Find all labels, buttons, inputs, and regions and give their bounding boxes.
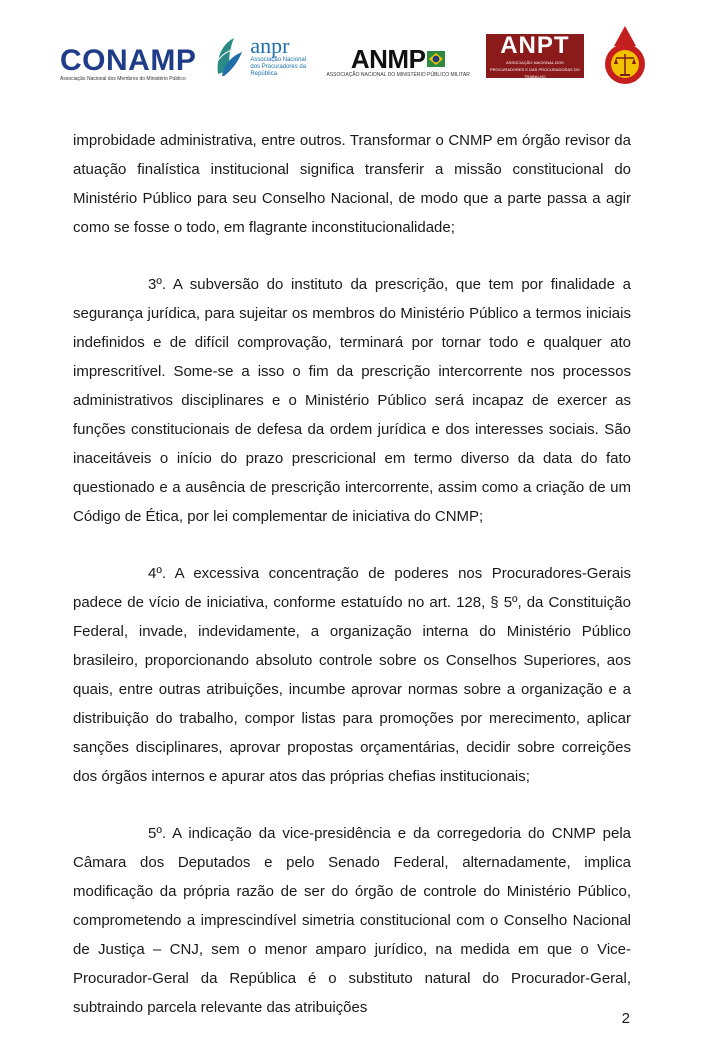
header-logos xyxy=(60,22,650,90)
anpr-leaf-icon xyxy=(212,34,246,78)
anpt-logo xyxy=(486,31,584,79)
anpr-logo-text: anpr xyxy=(250,32,290,58)
paragraph-continuation: improbidade administrativa, entre outros. Transformar o CNMP em órgão revisor da atuação finalística institucional significa transferir a missão constitucional do Ministério Público para seu Conselho Nacional, de modo que a parte passa a agir como se fosse o todo, em flagrante inconstitucionalidade; xyxy=(73,132,631,236)
conamp-logo xyxy=(60,43,197,83)
conamp-logo-subtitle: Associação Nacional dos Membros do Ministério Público xyxy=(60,75,186,82)
document-body xyxy=(73,126,631,1050)
anpt-logo-text: ANPT xyxy=(500,31,570,59)
paragraph-item-4: 4º. A excessiva concentração de poderes nos Procuradores-Gerais padece de vício de iniciativa, conforme estatuído no art. 128, § 5º, da Constituição Federal, invade, indevidamente, a organização interna do Ministério Público brasileiro, proporcionando absoluto controle sobre os Conselhos Superiores, aos quais, entre outras atribuições, incumbe aprovar normas sobre a organização e a distribuição do trabalho, compor listas para promoções por merecimento, aplicar sanções disciplinares, aprovar propostas orçamentárias, decidir sobre correições dos órgãos internos e apurar atos das próprias chefias institucionais; xyxy=(73,565,631,785)
conamp-logo-text: CONAMP xyxy=(60,43,197,77)
paragraph-item-5: 5º. A indicação da vice-presidência e da corregedoria do CNMP pela Câmara dos Deputados e pelo Senado Federal, alternadamente, implica modificação da própria razão de ser do órgão de controle do Ministério Público, comprometendo a imprescindível simetria constitucional com o Conselho Nacional de Justiça – CNJ, sem o menor amparo jurídico, na medida em que o Vice-Procurador-Geral da República é o substituto natural do Procurador-Geral, subtraindo parcela relevante das atribuições xyxy=(73,825,631,1016)
anmp-logo-text: ANMP xyxy=(350,43,426,74)
page-number: 2 xyxy=(621,1010,630,1027)
anmp-logo xyxy=(326,43,470,79)
anmp-logo-subtitle: ASSOCIAÇÃO NACIONAL DO MINISTÉRIO PÚBLICO MILITAR xyxy=(326,71,470,78)
anpr-logo xyxy=(212,34,310,78)
scales-seal-icon xyxy=(600,24,650,88)
anpt-logo-subtitle: ASSOCIAÇÃO NACIONAL DOS PROCURADORES E DAS PROCURADORAS DO TRABALHO xyxy=(489,59,580,79)
brazil-flag-icon xyxy=(427,49,445,69)
paragraph-item-3: 3º. A subversão do instituto da prescrição, que tem por finalidade a segurança jurídica, para sujeitar os membros do Ministério Público a termos iniciais indefinidos e de difícil comprovação, terminará por tornar todo e qualquer ato imprescritível. Some-se a isso o fim da prescrição intercorrente nos processos administrativos disciplinares e o Ministério Público será incapaz de exercer as funções constitucionais de defesa da ordem jurídica e dos interesses sociais. São inaceitáveis o início do prazo prescricional em termo diverso da data do fato questionado e a ausência de prescrição intercorrente, assim como a criação de um Código de Ética, por lei complementar de iniciativa do CNMP; xyxy=(73,276,631,525)
anpr-logo-subtitle: Associação Nacional dos Procuradores da República xyxy=(250,56,307,77)
